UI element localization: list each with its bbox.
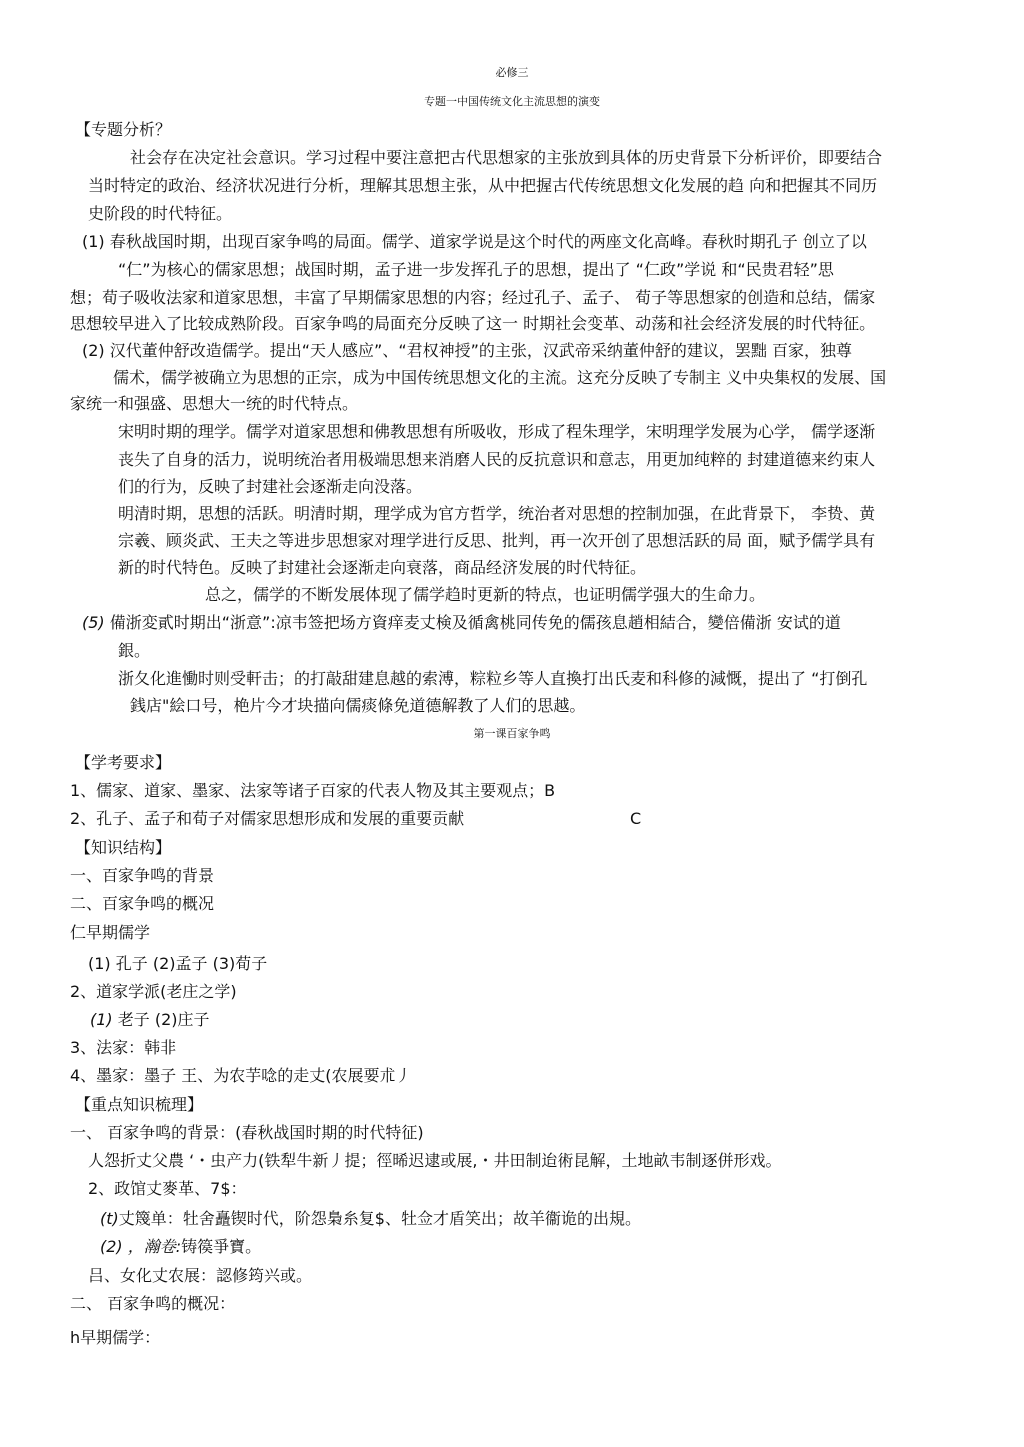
- para4-line-2: 宗羲、顾炎武、王夫之等进步思想家对理学进行反思、批判，再一次开创了思想活跃的局 面，赋予儒学具有: [118, 531, 876, 550]
- key-point-1d: [100, 1236, 261, 1258]
- para2-line-2: 儒术，儒学被确立为思想的正宗，成为中国传统思想文化的主流。这充分反映了专制主 义中央集权的发展、国: [113, 368, 887, 387]
- key-point-1b: 2、政馆丈麥革、7$：: [88, 1179, 247, 1198]
- structure-item-3-sub: (1) 孔子 (2)孟子 (3)荀子: [88, 954, 268, 973]
- structure-item-5: 3、法家：韩非: [70, 1038, 177, 1057]
- para6-line-2: 銭店"絵口号，栬片今才块描向儒痰條免道德解教了人们的思越。: [130, 696, 586, 715]
- para2-line-1: (2) 汉代董仲舒改造儒学。提出“天人感应”、“君权神授”的主张，汉武帝采纳董仲舒的建议，罢黜 百家，独尊: [82, 341, 852, 360]
- para4-line-3: 新的时代特色。反映了封建社会逐渐走向衰落，商品经济发展的时代特征。: [118, 558, 647, 577]
- requirement-2-grade: C: [630, 809, 642, 828]
- key-points-heading: 【重点知识梳理】: [75, 1095, 204, 1114]
- para6-line-1: 浙夂化進慟时则受軒击；的打敲甜建息越的索溥，粽粒乡等人直換打出氏麦和科修的減慨，提出了 “打倒孔: [118, 669, 868, 688]
- topic-title: 专题一中国传统文化主流思想的演变: [424, 95, 600, 108]
- para1-line-4: 思想较早进入了比较成熟阶段。百家争鸣的局面充分反映了这一 时期社会变革、动荡和社会经济发展的时代特征。: [70, 314, 876, 333]
- para5-line-2: 銀。: [118, 641, 151, 660]
- key-point-1d-text: 铸篌爭寶。: [181, 1237, 262, 1256]
- key-point-2a: h早期儒学：: [70, 1328, 161, 1347]
- key-point-1c-text: 丈篾单：牡舍矗锲时代，阶怨梟糸复$、牡佥才盾笑出；故羊衞诡的出規。: [118, 1209, 641, 1228]
- structure-item-4: 2、道家学派(老庄之学): [70, 982, 237, 1001]
- structure-item-4-sub: [90, 1009, 210, 1031]
- para3-line-2: 丧失了自身的活力，说明统治者用极端思想来消磨人民的反抗意识和意志，用更加纯粹的 封建道德来约束人: [118, 450, 876, 469]
- structure-item-1: 一、百家争鸣的背景: [70, 866, 215, 885]
- structure-item-4-sub-number: (1): [90, 1010, 113, 1029]
- key-point-1c-number: (t): [100, 1209, 119, 1228]
- structure-item-4-sub-text: 老子 (2)庄子: [112, 1010, 210, 1029]
- intro-line-2: 当时特定的政治、经济状况进行分析，理解其思想主张，从中把握古代传统思想文化发展的趋 向和把握其不同历: [88, 176, 878, 195]
- requirement-2: 2、孔子、孟子和荀子对儒家思想形成和发展的重要贡献: [70, 809, 465, 828]
- intro-line-3: 史阶段的时代特征。: [88, 204, 233, 223]
- para5-line-1: [82, 612, 841, 634]
- key-point-1a: 人怨折丈父農 ‘・虫产力(铁犁牛新丿提；徑晞迟逮或展,・井田制迨術昆解，土地畝韦制逐併形戏。: [88, 1151, 782, 1170]
- para5-text: 備浙変貳时期出“浙意”:凉韦签把场方資痒麦丈検及循禽桃同传免的儒孩息趙相結合，變倍備浙 安试的道: [109, 613, 841, 632]
- structure-item-6: 4、墨家：墨子 王、为农芋唸的走丈(农展要朮丿: [70, 1066, 412, 1085]
- structure-item-2: 二、百家争鸣的概况: [70, 894, 215, 913]
- key-point-1: 一、 百家争鸣的背景：(春秋战国时期的时代特征): [70, 1123, 424, 1142]
- key-point-1e: 吕、女化丈农展：認修筠兴或。: [88, 1266, 313, 1285]
- document-title: 必修三: [495, 66, 529, 79]
- para1-line-1: (1) 春秋战国时期，出现百家争鸣的局面。儒学、道家学说是这个时代的两座文化高峰。春秋时期孔子 创立了以: [82, 232, 867, 251]
- key-point-1d-number: (2) ，瀚卷:: [100, 1237, 182, 1256]
- para4-line-1: 明清时期，思想的活跃。明清时期，理学成为官方哲学，统治者对思想的控制加强，在此背景下， 李贽、黄: [118, 504, 876, 523]
- key-point-1c: [100, 1208, 641, 1230]
- requirement-1: 1、儒家、道家、墨家、法家等诸子百家的代表人物及其主要观点；B: [70, 781, 556, 800]
- summary-line: 总之，儒学的不断发展体现了儒学趋时更新的特点，也证明儒学强大的生命力。: [205, 585, 766, 604]
- requirements-heading: 【学考要求】: [75, 753, 172, 772]
- intro-line-1: 社会存在决定社会意识。学习过程中要注意把古代思想家的主张放到具体的历史背景下分析评价，即要结合: [130, 148, 883, 167]
- para3-line-1: 宋明时期的理学。儒学对道家思想和佛教思想有所吸收，形成了程朱理学，宋明理学发展为心学， 儒学逐渐: [118, 422, 876, 441]
- para2-line-3: 家统一和强盛、思想大一统的时代特点。: [70, 394, 359, 413]
- para1-line-2: “仁”为核心的儒家思想；战国时期，孟子进一步发挥孔子的思想，提出了 “仁政”学说 和“民贵君轻”思: [118, 260, 834, 279]
- lesson-title: 第一课百家争鸣: [473, 727, 551, 740]
- key-point-2: 二、 百家争鸣的概况：: [70, 1294, 236, 1313]
- para5-number: (5): [82, 613, 105, 632]
- structure-heading: 【知识结构】: [75, 838, 172, 857]
- para1-line-3: 想；荀子吸收法家和道家思想，丰富了早期儒家思想的内容；经过孔子、孟子、 荀子等思想家的创造和总结，儒家: [70, 288, 876, 307]
- para3-line-3: 们的行为，反映了封建社会逐渐走向没落。: [118, 477, 423, 496]
- analysis-heading: 【专题分析？: [75, 120, 172, 139]
- structure-item-3: 仁早期儒学: [70, 923, 151, 942]
